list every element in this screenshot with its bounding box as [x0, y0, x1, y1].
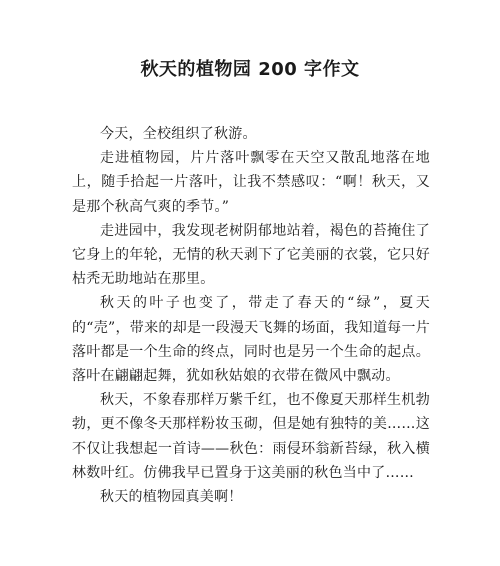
paragraph-2: 走进植物园，片片落叶飘零在天空又散乱地落在地上，随手拾起一片落叶，让我不禁感叹：“啊！秋天，又是那个秋高气爽的季节。” — [72, 150, 430, 215]
page-title: 秋天的植物园 200 字作文 — [140, 59, 360, 80]
essay-body — [72, 122, 430, 509]
paragraph-1: 今天，全校组织了秋游。 — [100, 126, 257, 142]
paragraph-4: 秋天的叶子也变了，带走了春天的“绿”，夏天的“売”，带来的却是一段漫天飞舞的场面，我知道每一片落叶都是一个生命的终点，同时也是另一个生命的起点。落叶在翩翩起舞，犹如秋姑娘的衣带在微风中飘动。 — [72, 295, 430, 385]
paragraph-6: 秋天的植物园真美啊！ — [100, 489, 243, 506]
paragraph-3: 走进园中，我发现老树阴郁地站着，褐色的苔掩住了它身上的年轮，无情的秋天剥下了它美丽的衣裳，它只好枯秃无助地站在那里。 — [72, 222, 430, 288]
paragraph-5: 秋天，不象春那样万紫千红，也不像夏天那样生机勃勃，更不像冬天那样粉妆玉砌，但是她有独特的美……这不仅让我想起一首诗——秋色：雨侵环翁新苔绿，秋入横林数叶红。仿佛我早已置身于这美丽的秋色当中了…… — [72, 392, 430, 481]
